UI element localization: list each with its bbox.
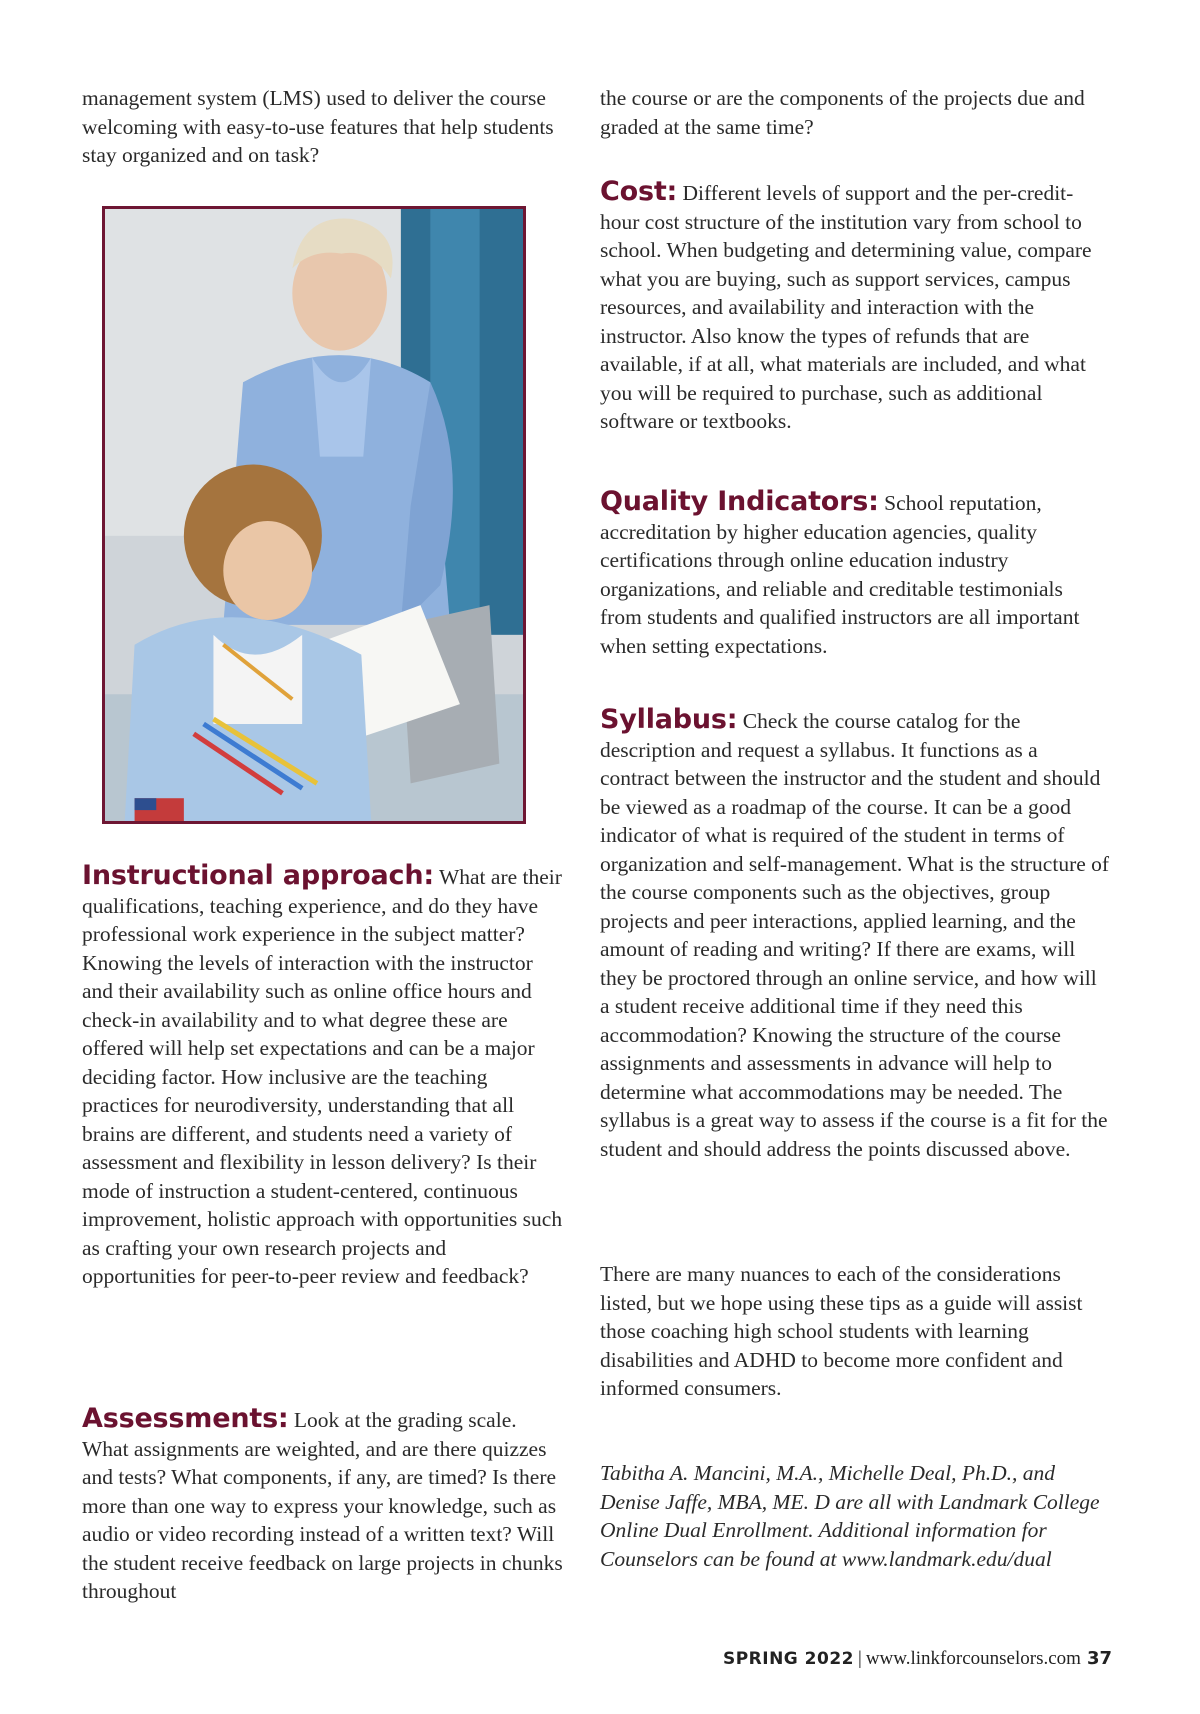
continuation-text: the course or are the components of the projects due and graded at the same time? [600, 86, 1085, 139]
instructional-approach-text: What are their qualifications, teaching experience, and do they have professional work experience in the subject matter? Knowing the levels of interaction with the instructor and their availability such as online office hours and check-in availability and to what degree these are offered will help set expectations and can be a major deciding factor. How inclusive are the teaching practices for neurodiversity, understanding that all brains are different, and students need a variety of assessment and flexibility in lesson delivery? Is their mode of instruction a student-centered, continuous improvement, holistic approach with opportunities such as crafting your own research projects and opportunities for peer-to-peer review and feedback? [82, 865, 563, 1288]
cost-text: Different levels of support and the per-credit-hour cost structure of the institution vary from school to school. When budgeting and determining value, compare what you are buying, such as support services, campus resources, and availability and interaction with the instructor. Also know the types of refunds that are available, if at all, what materials are included, and what you will be required to purchase, such as additional software or textbooks. [600, 181, 1092, 433]
byline-text: Tabitha A. Mancini, M.A., Michelle Deal, Ph.D., and Denise Jaffe, MBA, ME. D are all with Landmark College Online Dual Enrollment. Additional information for Counselors can be found at www.landmark.edu/dual [600, 1461, 1100, 1571]
page-number: 37 [1086, 1648, 1112, 1669]
author-byline [600, 1459, 1100, 1573]
footer-season: SPRING 2022 [722, 1649, 854, 1669]
section-syllabus [600, 706, 1110, 1163]
conclusion-paragraph [600, 1260, 1100, 1403]
teacher-student-illustration [105, 209, 523, 821]
section-quality-indicators [600, 488, 1110, 660]
left-column [82, 84, 562, 170]
syllabus-heading: Syllabus: [600, 704, 738, 735]
article-photo [102, 206, 526, 824]
footer-website: www.linkforcounselors.com [865, 1648, 1081, 1669]
quality-indicators-text: School reputation, accreditation by higher education agencies, quality certifications through online education industry organizations, and reliable and creditable testimonials from students and qualified instructors are all important when setting expectations. [600, 491, 1080, 658]
conclusion-text: There are many nuances to each of the considerations listed, but we hope using these tips as a guide will assist those coaching high school students with learning disabilities and ADHD to become more confident and informed consumers. [600, 1262, 1083, 1400]
assessments-text: Look at the grading scale. What assignments are weighted, and are there quizzes and tests? What components, if any, are timed? Is there more than one way to express your knowledge, such as audio or video recording instead of a written text? Will the student receive feedback on large projects in chunks throughout [82, 1408, 563, 1603]
quality-indicators-heading: Quality Indicators: [600, 486, 879, 517]
section-cost [600, 178, 1100, 436]
syllabus-text: Check the course catalog for the description and request a syllabus. It functions as a contract between the instructor and the student and should be viewed as a roadmap of the course. It can be a good indicator of what is required of the student in terms of organization and self-management. What is the structure of the course components such as the objectives, group projects and peer interactions, applied learning, and the amount of reading and writing? If there are exams, will they be proctored through an online service, and how will a student receive additional time if they need this accommodation? Knowing the structure of the course assignments and assessments in advance will help to determine what accommodations may be needed. The syllabus is a great way to assess if the course is a fit for the student and should address the points discussed above. [600, 709, 1110, 1161]
assessments-heading: Assessments: [82, 1403, 289, 1434]
intro-paragraph: management system (LMS) used to deliver the course welcoming with easy-to-use features that help students stay organized and on task? [82, 86, 554, 167]
section-instructional-approach [82, 862, 564, 1291]
instructional-approach-heading: Instructional approach: [82, 860, 434, 891]
section-assessments [82, 1405, 564, 1606]
page-footer [723, 1648, 1112, 1670]
continuation-paragraph [600, 84, 1100, 141]
cost-heading: Cost: [600, 176, 678, 207]
footer-separator: | [858, 1648, 862, 1669]
